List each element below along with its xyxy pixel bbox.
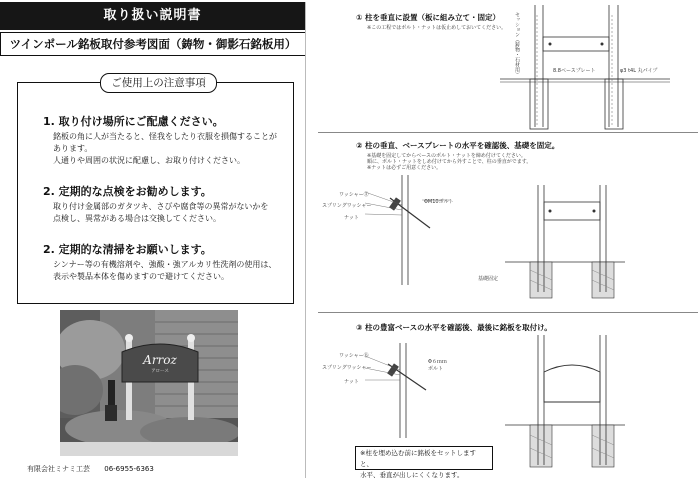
note-line-2: 水平、垂直が出しにくくなります。 (360, 471, 464, 479)
notice-body-1-line-2: あります。 (53, 144, 93, 153)
step-separator-1 (318, 132, 698, 133)
page-divider (305, 2, 306, 478)
bolt-label: ΦΜ10ボルト (424, 199, 454, 205)
step-1-note: ※この工程ではボルト・ナットは仮止めしておいてください。 (367, 25, 507, 31)
washer-mark-a: Ⓐ (363, 192, 369, 198)
nut-label-2: ナット (344, 379, 359, 385)
step-2-bolt-detail (360, 170, 470, 290)
washer-label-2-text: ワッシャー (339, 353, 364, 359)
step-2-pole-diagram (500, 180, 630, 305)
base-plate-label: 8.8ベースプレート (553, 68, 596, 74)
document-subtitle: ツインポール銘板取付参考図面（鋳物・御影石銘板用） (0, 32, 306, 56)
step-3-pole-diagram (500, 330, 630, 470)
step-2-note-3: ※ナットは必ずご用意ください。 (367, 165, 442, 171)
spring-washer-label: スプリングワッシャー (322, 203, 372, 209)
step-1-number: ① (356, 13, 363, 22)
washer-mark-b: Ⓑ (363, 353, 369, 359)
bolt2-label-a: Φ６ｍｍ (428, 359, 447, 365)
notice-body-1-line-1: 銘板の角に人が当たると、怪我をしたり衣服を損傷することが (53, 132, 277, 141)
step-3-note-box (355, 446, 493, 479)
phone-number: 06-6955-6363 (104, 465, 154, 473)
washer-label (339, 191, 369, 198)
step-3-bolt-detail (360, 338, 470, 443)
washer-label-text: ワッシャー (339, 192, 364, 198)
step-2-note-1: ※基礎を固定してからベースのボルト・ナットを締め付けてください。 (367, 153, 526, 159)
notice-heading-3: 2. 定期的な清掃をお願いします。 (43, 243, 212, 256)
step-2-text: 柱の垂直、ベースプレートの水平を確認後、基礎を固定。 (364, 141, 560, 150)
notice-body-3-line-2: 表示や製品本体を傷めますので避けてください。 (53, 272, 229, 281)
sign-text: Arroz (143, 353, 177, 367)
step-3-text: 柱の豊富ベースの水平を確認後、最後に銘板を取付け。 (364, 323, 552, 332)
step-separator-2 (318, 312, 698, 313)
company-name: 有限会社ミナミ工芸 (27, 465, 90, 473)
foundation-label: 基礎固定 (478, 276, 499, 282)
pipe-label: φ3 t4L 丸パイプ (620, 68, 658, 74)
step-2-title (356, 140, 559, 151)
document-title: 取り扱い説明書 (0, 2, 305, 30)
footer (27, 464, 154, 474)
sign-subtext: アロース (151, 369, 169, 374)
step-1-vertical-label: セッション（鋳物・石材用） (514, 12, 520, 77)
step-3-number: ③ (356, 323, 363, 332)
notice-title: ご使用上の注意事項 (100, 73, 217, 93)
product-photo (60, 310, 238, 456)
step-2-number: ② (356, 141, 363, 150)
note-line-1: ※柱を埋め込む前に銘板をセットしますと、 (360, 449, 476, 468)
step-2-note-2: 順に、ボルト・ナットをしめ付けてから外すことで、柱の垂直がでます。 (367, 159, 532, 165)
notice-body-3-line-1: シンナー等の有機溶剤や、強酸・強アルカリ性洗剤の使用は、 (53, 260, 277, 269)
notice-heading-2: 2. 定期的な点検をお勧めします。 (43, 185, 212, 198)
washer-label-2 (339, 352, 369, 359)
nut-label: ナット (344, 215, 359, 221)
notice-heading-1: 1. 取り付け場所にご配慮ください。 (43, 115, 224, 128)
product-photo-drawing (60, 310, 238, 456)
step-1-text: 柱を垂直に設置（板に組み立て・固定） (364, 13, 500, 22)
notice-body-1-line-3: 人通りや周囲の状況に配慮し、お取り付けください。 (53, 156, 245, 165)
notice-body-2-line-1: 取り付け金属部のガタツキ、さびや腐食等の異常がないかを (53, 202, 269, 211)
bolt2-label-b: ボルト (428, 366, 444, 372)
spring-washer-label-2: スプリングワッシャー (322, 365, 372, 371)
notice-body-2-line-2: 点検し、異常がある場合は交換してください。 (53, 214, 221, 223)
